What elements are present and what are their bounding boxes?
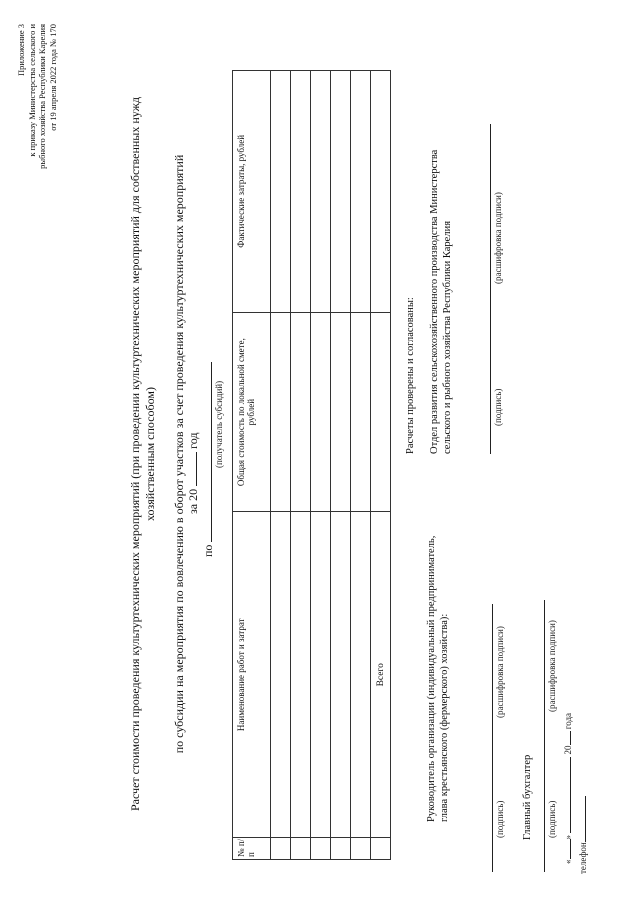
table-total-row (371, 71, 391, 860)
col-estimate-header: Общая стоимость по локальной смете, рублей (233, 312, 271, 512)
table-cell[interactable] (331, 512, 351, 838)
table-cell[interactable] (351, 838, 371, 860)
appendix-line-3: рыбного хозяйства Республики Карелия (37, 24, 47, 169)
table-cell[interactable] (371, 312, 391, 512)
table-cell[interactable] (271, 312, 291, 512)
date-close: » (563, 835, 573, 840)
table-cell[interactable] (351, 71, 371, 313)
appendix-line-2: к приказу Министерства сельского и (26, 24, 37, 157)
head-signature-label: Руководитель организации (индивидуальный предприниматель, глава крестьянского (фермерского) хозяйства): (426, 535, 450, 822)
appendix-line-4: от 19 апреля 2022 года № 170 (47, 24, 58, 131)
table-cell[interactable] (271, 838, 291, 860)
appendix-line-1: Приложение 3 (16, 24, 26, 76)
table-cell[interactable] (311, 71, 331, 313)
phone-line (577, 796, 588, 874)
department-sign-caption: (подпись) (493, 388, 503, 426)
department-label: Отдел развития сельскохозяйственного производства Министерства сельского и рыбного хозяйства Республики Карелия (429, 149, 453, 454)
total-label: Всего (371, 512, 391, 838)
accountant-label: Главный бухгалтер (522, 754, 533, 840)
po-label: по (201, 544, 215, 557)
table-cell[interactable] (291, 71, 311, 313)
year-line (186, 433, 201, 514)
head-decode-caption: (расшифровка подписи) (495, 626, 505, 718)
table-cell[interactable] (311, 312, 331, 512)
table-cell[interactable] (311, 512, 331, 838)
department-decode-caption: (расшифровка подписи) (493, 192, 503, 284)
phone-label: телефон (578, 842, 588, 874)
table-row (271, 71, 291, 860)
col-name-header: Наименование работ и затрат (233, 512, 271, 838)
document-title: Расчет стоимости проведения культуртехнических мероприятий (при проведении культуртехнических мероприятий для собственных нужд хозяйственным способом) (128, 96, 157, 812)
date-suffix: года (563, 712, 573, 730)
table-cell[interactable] (331, 838, 351, 860)
accountant-decode-caption: (расшифровка подписи) (547, 620, 557, 712)
table-cell[interactable] (291, 312, 311, 512)
checked-label: Расчеты проверены и согласованы: (405, 297, 416, 454)
year-suffix: год (186, 432, 200, 449)
table-cell[interactable] (311, 838, 331, 860)
date-year: 20 (563, 745, 573, 755)
head-sign-caption: (подпись) (495, 800, 505, 838)
date-open: « (563, 859, 573, 864)
table-cell[interactable] (271, 71, 291, 313)
head-signature-line (492, 604, 493, 872)
table-cell[interactable] (331, 71, 351, 313)
cost-table (232, 70, 391, 860)
col-number-header: № п/п (233, 838, 271, 860)
date-line (562, 713, 573, 864)
table-cell[interactable] (351, 312, 371, 512)
recipient-caption: (получатель субсидий) (214, 380, 224, 468)
accountant-signature-line (544, 600, 545, 872)
table-header-row (233, 71, 271, 860)
col-actual-header: Фактические затраты, рублей (233, 71, 271, 313)
table-cell[interactable] (291, 512, 311, 838)
appendix-block (16, 24, 58, 169)
table-cell[interactable] (271, 512, 291, 838)
table-cell[interactable] (351, 512, 371, 838)
accountant-sign-caption: (подпись) (547, 800, 557, 838)
department-signature-line (490, 124, 491, 454)
year-prefix: за 20 (186, 488, 200, 514)
table-row (311, 71, 331, 860)
table-row (351, 71, 371, 860)
subsidy-line: по субсидии на мероприятия по вовлечению в оборот участков за счет проведения культуртехнических мероприятий (172, 154, 186, 754)
table-cell[interactable] (331, 312, 351, 512)
table-cell[interactable] (371, 838, 391, 860)
table-cell[interactable] (291, 838, 311, 860)
table-cell[interactable] (371, 71, 391, 313)
table-row (331, 71, 351, 860)
table-row (291, 71, 311, 860)
